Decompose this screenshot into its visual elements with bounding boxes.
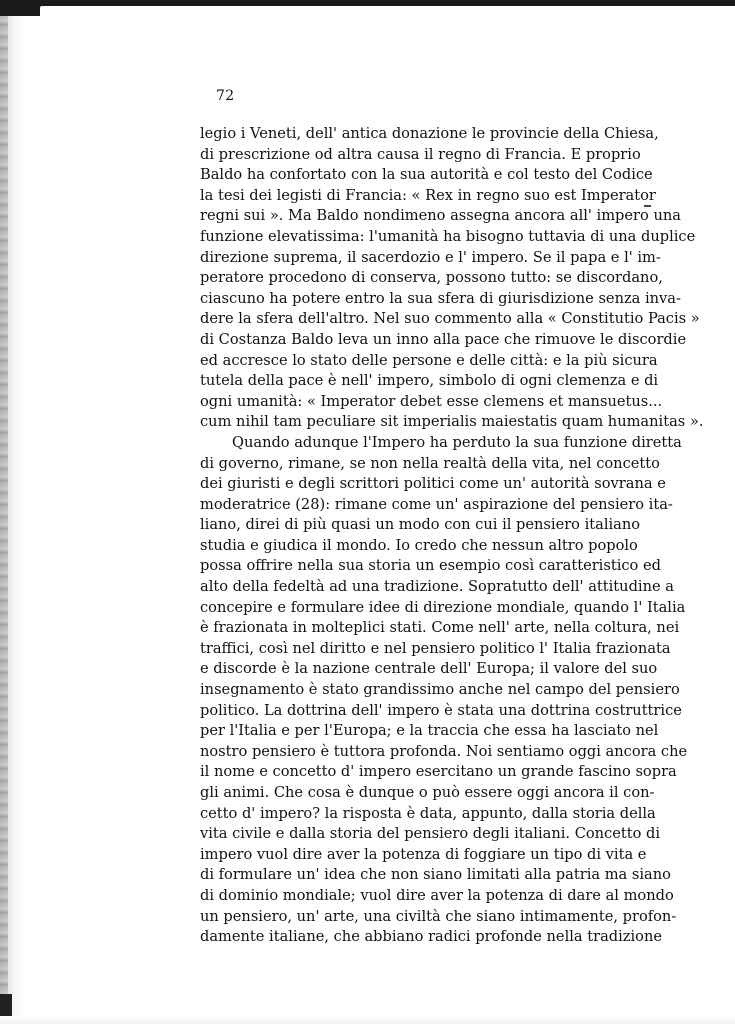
text-line: possa offrire nella sua storia un esempio così caratteristico ed: [200, 557, 661, 575]
text-line: funzione elevatissima: l'umanità ha bisogno tuttavia di una duplice: [200, 227, 696, 245]
text-line: vita civile e dalla storia del pensiero degli italiani. Concetto di: [200, 825, 661, 843]
text-line: di Costanza Baldo leva un inno alla pace che rimuove le discordie: [200, 330, 687, 348]
text-line: tutela della pace è nell' impero, simbolo di ogni clemenza e di: [200, 372, 659, 390]
paragraph-first-line: Quando adunque l'Impero ha perduto la sua funzione diretta: [232, 433, 682, 451]
text-line: ogni umanità: « Imperator debet esse clemens et mansuetus...: [200, 392, 663, 410]
text-line: un pensiero, un' arte, una civiltà che siano intimamente, profon-: [200, 907, 677, 925]
text-line: Baldo ha confortato con la sua autorità e col testo del Codice: [200, 166, 653, 184]
text-line: studia e giudica il mondo. Io credo che nessun altro popolo: [200, 536, 638, 554]
text-line: di prescrizione od altra causa il regno di Francia. E proprio: [200, 145, 641, 163]
text-line: di dominio mondiale; vuol dire aver la potenza di dare al mondo: [200, 886, 674, 904]
text-line: traffici, così nel diritto e nel pensiero politico l' Italia frazionata: [200, 639, 671, 657]
text-line: dere la sfera dell'altro. Nel suo commento alla « Constitutio Pacis »: [200, 310, 700, 328]
text-line: dei giuristi e degli scrittori politici come un' autorità sovrana e: [200, 475, 666, 493]
body-text: [200, 124, 704, 948]
text-line: direzione suprema, il sacerdozio e l' impero. Se il papa e l' im-: [200, 248, 661, 266]
text-line: legio i Veneti, dell' antica donazione le provincie della Chiesa,: [200, 125, 659, 142]
page-number: 72: [216, 88, 235, 104]
text-line: gli animi. Che cosa è dunque o può essere oggi ancora il con-: [200, 784, 655, 801]
text-line: ed accresce lo stato delle persone e delle città: e la più sicura: [200, 351, 658, 369]
top-scan-border-inner: [40, 6, 735, 18]
text-line: nostro pensiero è tuttora profonda. Noi sentiamo oggi ancora che: [200, 742, 688, 760]
top-scan-border: [0, 0, 735, 16]
text-line: cetto d' impero? la risposta è data, appunto, dalla storia della: [200, 804, 656, 822]
text-line: la tesi dei legisti di Francia: « Rex in regno suo est Imperator: [200, 186, 656, 204]
text-line: concepire e formulare idee di direzione mondiale, quando l' Italia: [200, 598, 686, 616]
text-line: di formulare un' idea che non siano limitati alla patria ma siano: [200, 866, 671, 884]
binding-shadow: [0, 0, 8, 1024]
text-line: liano, direi di più quasi un modo con cui il pensiero italiano: [200, 516, 641, 534]
text-line: insegnamento è stato grandissimo anche nel campo del pensiero: [200, 681, 680, 699]
text-line: impero vuol dire aver la potenza di foggiare un tipo di vita e: [200, 845, 647, 863]
text-line: è frazionata in molteplici stati. Come nell' arte, nella coltura, nei: [200, 619, 680, 637]
text-line: cum nihil tam peculiare sit imperialis maiestatis quam humanitas ».: [200, 413, 704, 431]
text-line: moderatrice (28): rimane come un' aspirazione del pensiero ita-: [200, 495, 673, 513]
text-line: e discorde è la nazione centrale dell' Europa; il valore del suo: [200, 660, 658, 678]
text-line: politico. La dottrina dell' impero è stata una dottrina costruttrice: [200, 701, 682, 719]
text-line: alto della fedeltà ad una tradizione. Sopratutto dell' attitudine a: [200, 578, 674, 596]
text-line: di governo, rimane, se non nella realtà della vita, nel concetto: [200, 454, 660, 472]
text-line: per l'Italia e per l'Europa; e la traccia che essa ha lasciato nel: [200, 722, 659, 740]
text-line: regni sui ». Ma Baldo nondimeno assegna ancora all' impero una: [200, 207, 681, 225]
text-line: il nome e concetto d' impero esercitano un grande fascino sopra: [200, 763, 677, 781]
text-line: peratore procedono di conserva, possono tutto: se discordano,: [200, 269, 663, 287]
text-line: damente italiane, che abbiano radici profonde nella tradizione: [200, 928, 662, 946]
bottom-scan-strip: [0, 1016, 735, 1024]
text-line: ciascuno ha potere entro la sua sfera di giurisdizione senza inva-: [200, 289, 681, 307]
